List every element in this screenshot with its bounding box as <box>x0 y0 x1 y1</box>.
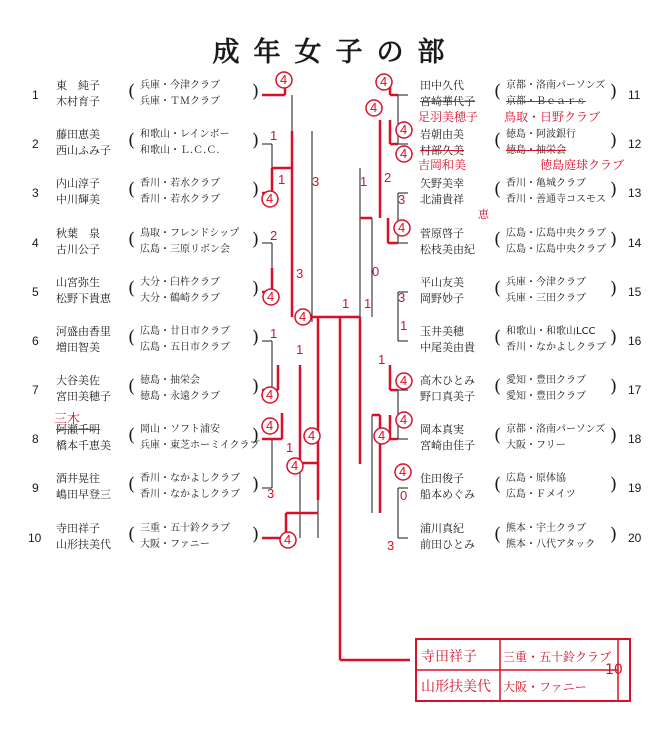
score: 4 <box>378 428 386 443</box>
player-name: 岩朝由美 <box>420 128 464 141</box>
player-name: 浦川真紀 <box>420 522 464 535</box>
seed-number: 9 <box>32 481 39 495</box>
seed-number: 4 <box>32 236 39 250</box>
club-name: 徳島・阿波銀行 <box>506 129 576 140</box>
player-name: 山形扶美代 <box>56 538 111 551</box>
player-name: 野口真美子 <box>420 390 475 403</box>
score: 4 <box>398 220 406 235</box>
score: 4 <box>400 373 408 388</box>
player-name: 船本めぐみ <box>420 488 475 501</box>
club-name: 広島・Ｆメイツ <box>506 489 576 500</box>
club-name: 兵庫・今津クラブ <box>140 80 220 91</box>
club-name: 徳島・永遠クラブ <box>140 391 220 402</box>
score: 4 <box>308 428 316 443</box>
seed-number: 14 <box>628 236 642 250</box>
player-name: 玉井美穂 <box>420 325 464 338</box>
club-name: 三重・五十鈴クラブ <box>140 523 230 534</box>
score: 4 <box>266 191 274 206</box>
score: 0 <box>400 488 408 503</box>
player-name: 古川公子 <box>56 243 100 256</box>
correction-name: 足羽美穂子 <box>418 110 479 124</box>
seed-number: 16 <box>628 334 642 348</box>
score: 4 <box>380 74 388 89</box>
club-name: 広島・原体協 <box>506 473 566 484</box>
club-name: 広島・広島中央クラブ <box>506 244 606 255</box>
club-name: 京都・洛南パーソンズ <box>506 80 606 91</box>
correction-mark: 恵 <box>478 208 489 221</box>
score: 4 <box>291 458 299 473</box>
club-name: 大分・臼杵クラブ <box>140 277 220 288</box>
player-name: 前田ひとみ <box>420 538 475 551</box>
champion-box <box>415 638 631 702</box>
score: 4 <box>280 72 288 87</box>
player-name: 山宮弥生 <box>56 276 100 289</box>
player-name: 宮崎由佳子 <box>420 439 475 452</box>
player-name: 西山ふみ子 <box>56 144 111 157</box>
club-name: 香川・なかよしクラブ <box>506 342 606 353</box>
player-name: 内山淳子 <box>56 177 100 190</box>
club-name-struck: 徳島・抽栄会 <box>506 145 566 156</box>
club-name: 熊本・八代アタック <box>506 539 596 550</box>
player-name: 秋葉 泉 <box>56 227 100 240</box>
score: 3 <box>398 290 406 305</box>
seed-number: 7 <box>32 383 39 397</box>
champion-player: 山形扶美代 <box>421 679 491 695</box>
score: 3 <box>398 192 406 207</box>
club-name: 徳島・抽栄会 <box>140 375 200 386</box>
club-name: 和歌山・和歌山LCC <box>506 326 596 337</box>
seed-number: 3 <box>32 186 39 200</box>
player-name: 橋本千恵美 <box>56 439 111 452</box>
score: 3 <box>387 538 395 553</box>
player-name: 岡野妙子 <box>420 292 464 305</box>
player-name: 寺田祥子 <box>56 522 100 535</box>
club-name: 岡山・ソフト浦安 <box>140 424 220 435</box>
champion-player: 寺田祥子 <box>421 649 477 665</box>
club-name-struck: 京都・Ｂｅａｒｓ <box>506 96 586 107</box>
club-name: 広島・五日市クラブ <box>140 342 230 353</box>
score: 4 <box>284 532 292 547</box>
club-name: 和歌山・Ｌ.Ｃ.Ｃ. <box>140 145 220 156</box>
club-name: 熊本・宇土クラブ <box>506 523 586 534</box>
seed-number: 1 <box>32 88 39 102</box>
score: 1 <box>296 342 304 357</box>
score: 3 <box>267 486 275 501</box>
player-name-struck: 阿瀬千明 <box>56 423 100 436</box>
seed-number: 11 <box>628 88 641 102</box>
correction-club: 徳島庭球クラブ <box>540 158 625 172</box>
player-name: 河盛由香里 <box>56 325 111 338</box>
player-name: 住田俊子 <box>420 472 464 485</box>
score: 1 <box>378 352 386 367</box>
player-name: 岡本真実 <box>420 423 464 436</box>
player-name: 嶋田早登三 <box>56 488 111 501</box>
score: 4 <box>266 418 274 433</box>
score: 3 <box>296 266 304 281</box>
score: 4 <box>400 122 408 137</box>
score: 4 <box>370 100 378 115</box>
score: 1 <box>278 172 286 187</box>
club-name: 兵庫・今津クラブ <box>506 277 586 288</box>
player-name: 増田智美 <box>56 341 100 354</box>
score: 4 <box>400 146 408 161</box>
club-name: 愛知・豊田クラブ <box>506 391 586 402</box>
correction-club: 鳥取・日野クラブ <box>504 110 601 124</box>
seed-number: 8 <box>32 432 39 446</box>
score: 3 <box>312 174 320 189</box>
page-title: 成年女子の部 <box>212 37 459 68</box>
club-name: 和歌山・レインボー <box>140 129 230 140</box>
player-name: 藤田恵美 <box>56 128 100 141</box>
club-name: 香川・若水クラブ <box>140 178 220 189</box>
score: 1 <box>270 326 278 341</box>
champion-seed: 10 <box>605 662 623 678</box>
club-name: 広島・廿日市クラブ <box>140 326 230 337</box>
seed-number: 17 <box>628 383 642 397</box>
club-name: 大分・鶴崎クラブ <box>140 293 220 304</box>
player-name: 田中久代 <box>420 79 464 92</box>
score: 1 <box>364 296 372 311</box>
player-name: 矢野美幸 <box>420 177 464 190</box>
player-name: 中川輝美 <box>56 193 100 206</box>
score: 1 <box>342 296 350 311</box>
player-name: 酒井晃往 <box>56 472 100 485</box>
score: 2 <box>384 170 392 185</box>
player-name: 東 純子 <box>56 79 100 92</box>
player-name: 松枝美由紀 <box>420 243 475 256</box>
player-name: 松野下貴恵 <box>56 292 111 305</box>
player-name: 木村育子 <box>56 95 100 108</box>
club-name: 京都・洛南パーソンズ <box>506 424 606 435</box>
club-name: 鳥取・フレンドシップ <box>140 228 240 239</box>
score: 1 <box>400 318 408 333</box>
score: 4 <box>266 387 274 402</box>
seed-number: 10 <box>28 531 42 545</box>
player-name: 高木ひとみ <box>420 374 475 387</box>
club-name: 広島・広島中央クラブ <box>506 228 606 239</box>
player-name: 大谷美佐 <box>56 374 100 387</box>
club-name: 大阪・フリー <box>506 440 566 451</box>
player-name-struck: 村部久美 <box>420 144 464 157</box>
score: 1 <box>286 440 294 455</box>
seed-number: 6 <box>32 334 39 348</box>
score: 4 <box>267 289 275 304</box>
player-name: 平山友美 <box>420 276 464 289</box>
score: 4 <box>299 309 307 324</box>
player-name: 宮田美穂子 <box>56 390 111 403</box>
correction-name: 三木 <box>54 412 81 427</box>
player-name-struck: 宮崎華代子 <box>420 95 475 108</box>
club-name: 大阪・ファニー <box>140 539 210 550</box>
club-name: 香川・なかよしクラブ <box>140 473 240 484</box>
club-name: 香川・なかよしクラブ <box>140 489 240 500</box>
seed-number: 15 <box>628 285 642 299</box>
seed-number: 18 <box>628 432 642 446</box>
score: 4 <box>399 464 407 479</box>
club-name: 兵庫・ＴＭクラブ <box>140 96 220 107</box>
club-name: 広島・三原リボン会 <box>140 244 230 255</box>
seed-number: 2 <box>32 137 39 151</box>
club-name: 香川・善通寺コスモス <box>506 194 606 205</box>
club-name: 兵庫・東芝ホーミイクラブ <box>140 440 260 451</box>
score: 2 <box>270 228 278 243</box>
club-name: 香川・亀城クラブ <box>506 178 586 189</box>
seed-number: 19 <box>628 481 642 495</box>
score: 1 <box>270 128 278 143</box>
seed-number: 5 <box>32 285 39 299</box>
player-name: 中尾美由貴 <box>420 341 475 354</box>
club-name: 兵庫・三田クラブ <box>506 293 586 304</box>
club-name: 香川・若水クラブ <box>140 194 220 205</box>
seed-number: 12 <box>628 137 642 151</box>
champion-club: 大阪・ファニー <box>503 680 587 694</box>
seed-number: 20 <box>628 531 642 545</box>
seed-number: 13 <box>628 186 642 200</box>
score: 1 <box>360 174 368 189</box>
player-name: 菅原啓子 <box>420 227 464 240</box>
club-name: 愛知・豊田クラブ <box>506 375 586 386</box>
champion-club: 三重・五十鈴クラブ <box>503 650 612 664</box>
correction-name: 吉岡和美 <box>418 158 467 172</box>
score: 4 <box>400 412 408 427</box>
player-name: 北浦貴祥 <box>420 193 464 206</box>
score: 0 <box>372 264 380 279</box>
